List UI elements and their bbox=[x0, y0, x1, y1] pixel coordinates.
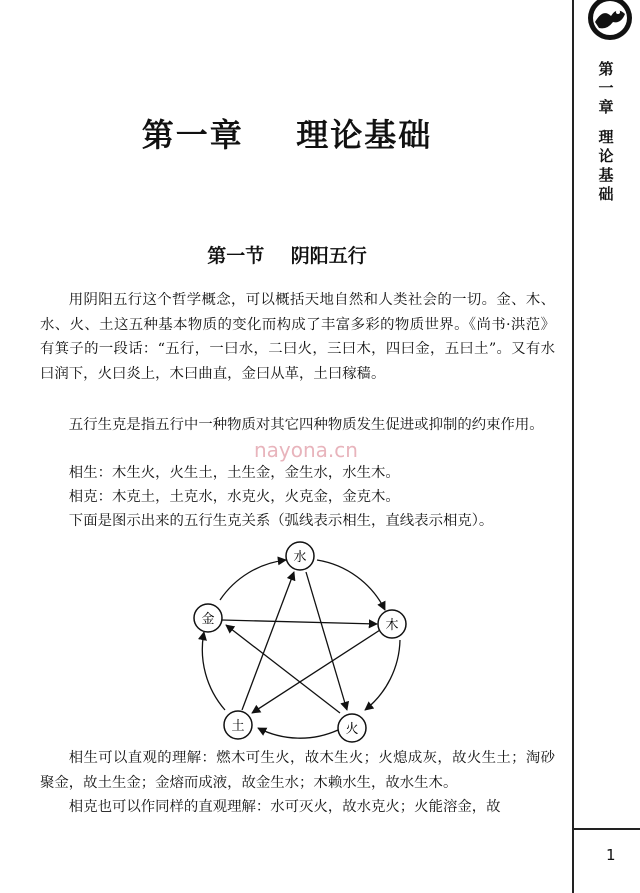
paragraph-generation-explained: 相生可以直观的理解：燃木可生火，故木生火；火熄成灰，故火生土；淘砂聚金，故土生金；金熔而成液，故金生水；木赖水生，故水生木。 bbox=[40, 750, 555, 791]
arc-earth-to-metal bbox=[202, 632, 225, 710]
arc-metal-to-water bbox=[220, 560, 286, 600]
paragraph-generation-restraint: 五行生克是指五行中一种物质对其它四种物质发生促进或抑制的约束作用。 bbox=[68, 417, 544, 433]
line-water-to-fire bbox=[306, 572, 347, 710]
node-earth bbox=[224, 711, 252, 739]
watermark-text: nayona.cn bbox=[254, 438, 358, 462]
node-metal-label: 金 bbox=[201, 612, 215, 627]
arc-fire-to-earth bbox=[258, 728, 338, 738]
section-title: 第一节 阴阳五行 bbox=[207, 245, 367, 267]
node-water bbox=[286, 542, 314, 570]
side-chapter-label: 第一章 bbox=[598, 60, 614, 116]
five-elements-diagram bbox=[180, 530, 420, 750]
restraint-lines bbox=[222, 572, 380, 713]
line-earth-to-water bbox=[242, 572, 294, 710]
node-fire-label: 火 bbox=[345, 722, 359, 737]
paragraph-restraint-explained: 相克也可以作同样的直观理解：水可灭火，故水克火；火能溶金，故 bbox=[68, 799, 501, 815]
generation-arcs bbox=[202, 560, 400, 738]
chapter-title: 第一章 理论基础 bbox=[141, 116, 433, 154]
line-wood-to-earth bbox=[252, 630, 380, 713]
node-wood bbox=[378, 610, 406, 638]
page-number: 1 bbox=[606, 846, 616, 864]
margin-rule-bottom bbox=[572, 828, 640, 830]
arc-wood-to-fire bbox=[365, 640, 400, 710]
arc-water-to-wood bbox=[317, 560, 385, 610]
side-title-label: 理论基础 bbox=[598, 128, 614, 203]
line-metal-to-wood bbox=[222, 620, 377, 624]
dragon-seal-icon bbox=[585, 0, 635, 44]
node-earth-label: 土 bbox=[231, 719, 245, 734]
line-fire-to-metal bbox=[226, 625, 340, 713]
node-wood-label: 木 bbox=[385, 618, 399, 633]
paragraph-intro: 用阴阳五行这个哲学概念，可以概括天地自然和人类社会的一切。金、木、水、火、土这五种基本物质的变化而构成了丰富多彩的物质世界。《尚书·洪范》有箕子的一段话：“五行，一曰水，二曰火，三曰木，四曰金，五曰土”。又有水曰润下，火曰炎上，木曰曲直，金曰从革，土曰稼穑。 bbox=[40, 292, 555, 382]
paragraph-diagram-caption: 下面是图示出来的五行生克关系（弧线表示相生，直线表示相克）。 bbox=[68, 513, 494, 529]
paragraph-generation-list: 相生：木生火，火生土，土生金，金生水，水生木。 bbox=[68, 465, 400, 481]
paragraph-restraint-list: 相克：木克土，土克水，水克火，火克金，金克木。 bbox=[68, 489, 400, 505]
node-metal bbox=[194, 604, 222, 632]
node-water-label: 水 bbox=[293, 550, 307, 565]
node-fire bbox=[338, 714, 366, 742]
